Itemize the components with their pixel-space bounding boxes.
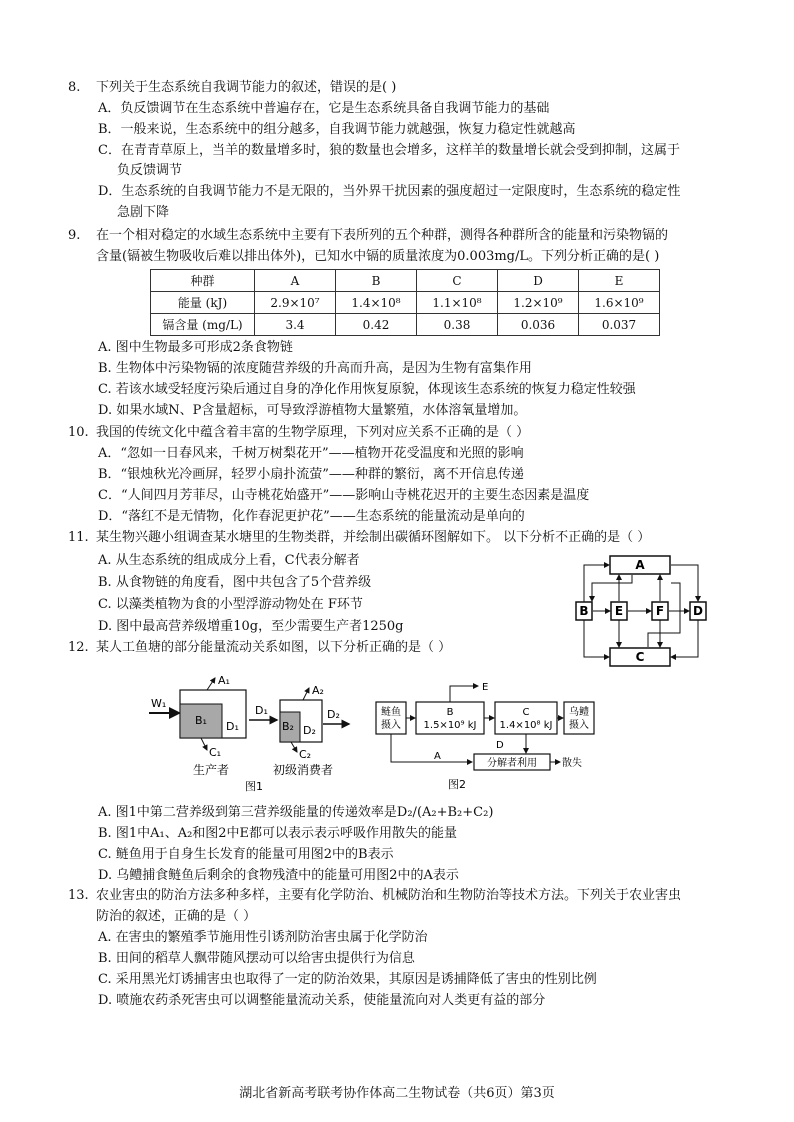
- label-d2: D₂: [303, 724, 316, 737]
- table-cell: 0.42: [336, 314, 417, 336]
- option-b: B. 生物体中污染物镉的浓度随营养级的升高而升高，是因为生物有富集作用: [98, 361, 532, 376]
- figure-2-caption: 图2: [448, 778, 466, 791]
- option-a: A. 从生态系统的组成成分上看，C代表分解者: [98, 553, 360, 568]
- option-c: C. 以藻类植物为食的小型浮游动物处在 F环节: [98, 597, 363, 612]
- label-c1: C₁: [209, 746, 222, 759]
- question-stem: 某人工鱼塘的部分能量流动关系如图，以下分析正确的是（ ）: [96, 640, 452, 655]
- table-cell: 0.037: [579, 314, 660, 336]
- question-10: [68, 423, 728, 443]
- population-table: [150, 269, 660, 336]
- label-c-value: 1.4×10⁸ kJ: [499, 720, 553, 731]
- option-c-cont: 负反馈调节: [117, 163, 183, 178]
- label-d1: D₁: [226, 720, 239, 733]
- label-a: A: [434, 751, 441, 762]
- label-arrow-d1: D₁: [255, 704, 268, 717]
- label-b: B: [446, 707, 454, 718]
- question-stem-cont: 防治的叙述，正确的是（ ）: [96, 909, 257, 924]
- question-number: 11.: [68, 530, 89, 545]
- table-cell: 0.38: [417, 314, 498, 336]
- option-a: A. 图中生物最多可形成2条食物链: [98, 340, 293, 355]
- energy-flow-figure-2: [374, 674, 610, 792]
- option-a: A．“忽如一日春风来，千树万树梨花开”——植物开花受温度和光照的影响: [98, 446, 524, 461]
- node-e-label: E: [614, 604, 624, 618]
- table-cell: C: [417, 270, 498, 292]
- label-snakehead: 乌鳢: [569, 707, 589, 718]
- table-row: [151, 314, 660, 336]
- question-stem: 在一个相对稳定的水域生态系统中主要有下表所列的五个种群，测得各种群所含的能量和污染物镉的: [96, 228, 669, 243]
- table-cell: B: [336, 270, 417, 292]
- option-d: D．生态系统的自我调节能力不是无限的，当外界干扰因素的强度超过一定限度时，生态系统的稳定性: [98, 184, 681, 199]
- question-number: 13.: [68, 888, 89, 903]
- table-cell: 能量 (kJ): [151, 292, 255, 314]
- option-c: C. 采用黑光灯诱捕害虫也取得了一定的防治效果，其原因是诱捕降低了害虫的性别比例: [98, 972, 597, 987]
- question-stem-cont: 含量(镉被生物吸收后难以排出体外)，已知水中镉的质量浓度为0.003mg/L。下列分析正确的是( ): [96, 249, 660, 264]
- option-d: D．“落红不是无情物，化作春泥更护花”——生态系统的能量流动是单向的: [98, 509, 525, 524]
- energy-flow-figure-1: [145, 672, 365, 792]
- question-12: [68, 638, 728, 658]
- option-c: C. 若该水域受轻度污染后通过自身的净化作用恢复原貌，体现该生态系统的恢复力稳定性较强: [98, 382, 636, 397]
- label-d: D: [496, 740, 504, 751]
- table-cell: 镉含量 (mg/L): [151, 314, 255, 336]
- label-intake-2: 摄入: [569, 720, 589, 731]
- table-cell: 1.2×10⁹: [498, 292, 579, 314]
- question-number: 9.: [68, 228, 81, 243]
- node-c-label: C: [635, 650, 645, 664]
- label-a1: A₁: [218, 674, 230, 687]
- table-cell: 1.6×10⁹: [579, 292, 660, 314]
- option-d-cont: 急剧下降: [117, 205, 170, 220]
- label-b-value: 1.5×10⁹ kJ: [423, 720, 477, 731]
- option-c: C．在青青草原上，当羊的数量增多时，狼的数量也会增多，这样羊的数量增长就会受到抑制，这属于: [98, 143, 680, 158]
- label-w1: W₁: [151, 697, 167, 710]
- question-number: 8.: [68, 80, 81, 95]
- question-number: 12.: [68, 640, 89, 655]
- label-a2: A₂: [312, 684, 324, 697]
- option-a: A．负反馈调节在生态系统中普遍存在，它是生态系统具备自我调节能力的基础: [98, 101, 550, 116]
- label-e: E: [482, 682, 489, 693]
- option-c: C. 鲢鱼用于自身生长发育的能量可用图2中的B表示: [98, 847, 394, 862]
- label-producer: 生产者: [193, 763, 230, 777]
- question-stem: 我国的传统文化中蕴含着丰富的生物学原理，下列对应关系不正确的是（ ）: [96, 425, 530, 440]
- node-a-label: A: [635, 558, 645, 572]
- option-d: D. 喷施农药杀死害虫可以调整能量流动关系，使能量流向对人类更有益的部分: [98, 993, 546, 1008]
- node-b-label: B: [579, 604, 589, 618]
- label-silver-carp: 鲢鱼: [381, 707, 401, 718]
- option-d: D. 图中最高营养级增重10g，至少需要生产者1250g: [98, 619, 404, 634]
- question-9: [68, 226, 728, 246]
- table-cell: 2.9×10⁷: [255, 292, 336, 314]
- option-d: D. 乌鳢捕食鲢鱼后剩余的食物残渣中的能量可用图2中的A表示: [98, 868, 459, 883]
- label-consumer: 初级消费者: [273, 763, 334, 777]
- option-a: A. 在害虫的繁殖季节施用性引诱剂防治害虫属于化学防治: [98, 930, 428, 945]
- question-11: [68, 528, 728, 548]
- option-b: B. 从食物链的角度看，图中共包含了5个营养级: [98, 575, 372, 590]
- label-intake-1: 摄入: [381, 720, 401, 731]
- table-cell: E: [579, 270, 660, 292]
- node-f-label: F: [655, 604, 665, 618]
- option-a: A. 图1中第二营养级到第三营养级能量的传递效率是D₂/(A₂+B₂+C₂): [98, 805, 494, 820]
- question-8: [68, 78, 728, 98]
- table-cell: 3.4: [255, 314, 336, 336]
- label-b2: B₂: [282, 720, 294, 733]
- option-c: C．“人间四月芳菲尽，山寺桃花始盛开”——影响山寺桃花迟开的主要生态因素是温度: [98, 488, 590, 503]
- label-b1: B₁: [195, 714, 207, 727]
- option-b: B．“银烛秋光冷画屏，轻罗小扇扑流萤”——种群的繁衍，离不开信息传递: [98, 467, 524, 482]
- option-b: B. 田间的稻草人飘带随风摆动可以给害虫提供行为信息: [98, 951, 415, 966]
- table-cell: 0.036: [498, 314, 579, 336]
- table-cell: 1.1×10⁸: [417, 292, 498, 314]
- label-lost: 散失: [562, 758, 582, 769]
- question-number: 10.: [68, 425, 89, 440]
- label-c2: C₂: [299, 748, 312, 761]
- question-stem: 农业害虫的防治方法多种多样，主要有化学防治、机械防治和生物防治等技术方法。下列关于农业害虫: [96, 888, 682, 903]
- table-cell: 1.4×10⁸: [336, 292, 417, 314]
- label-arrow-d2: D₂: [327, 708, 340, 721]
- table-row: [151, 292, 660, 314]
- page-footer: 湖北省新高考联考协作体高二生物试卷（共6页）第3页: [239, 1086, 555, 1101]
- option-d: D. 如果水域N、P含量超标，可导致浮游植物大量繁殖，水体溶氧量增加。: [98, 403, 527, 418]
- table-row: [151, 270, 660, 292]
- table-cell: 种群: [151, 270, 255, 292]
- label-decomposer: 分解者利用: [487, 758, 537, 769]
- table-cell: D: [498, 270, 579, 292]
- figure-1-caption: 图1: [245, 780, 263, 792]
- node-d-label: D: [693, 604, 703, 618]
- option-b: B．一般来说，生态系统中的组分越多，自我调节能力就越强，恢复力稳定性就越高: [98, 122, 576, 137]
- question-stem: 下列关于生态系统自我调节能力的叙述，错误的是( ): [96, 80, 397, 95]
- question-stem: 某生物兴趣小组调查某水塘里的生物类群，并绘制出碳循环图解如下。 以下分析不正确的是（ ）: [96, 530, 651, 545]
- question-13: [68, 886, 728, 906]
- option-b: B. 图1中A₁、A₂和图2中E都可以表示表示呼吸作用散失的能量: [98, 826, 458, 841]
- label-c: C: [522, 707, 530, 718]
- table-cell: A: [255, 270, 336, 292]
